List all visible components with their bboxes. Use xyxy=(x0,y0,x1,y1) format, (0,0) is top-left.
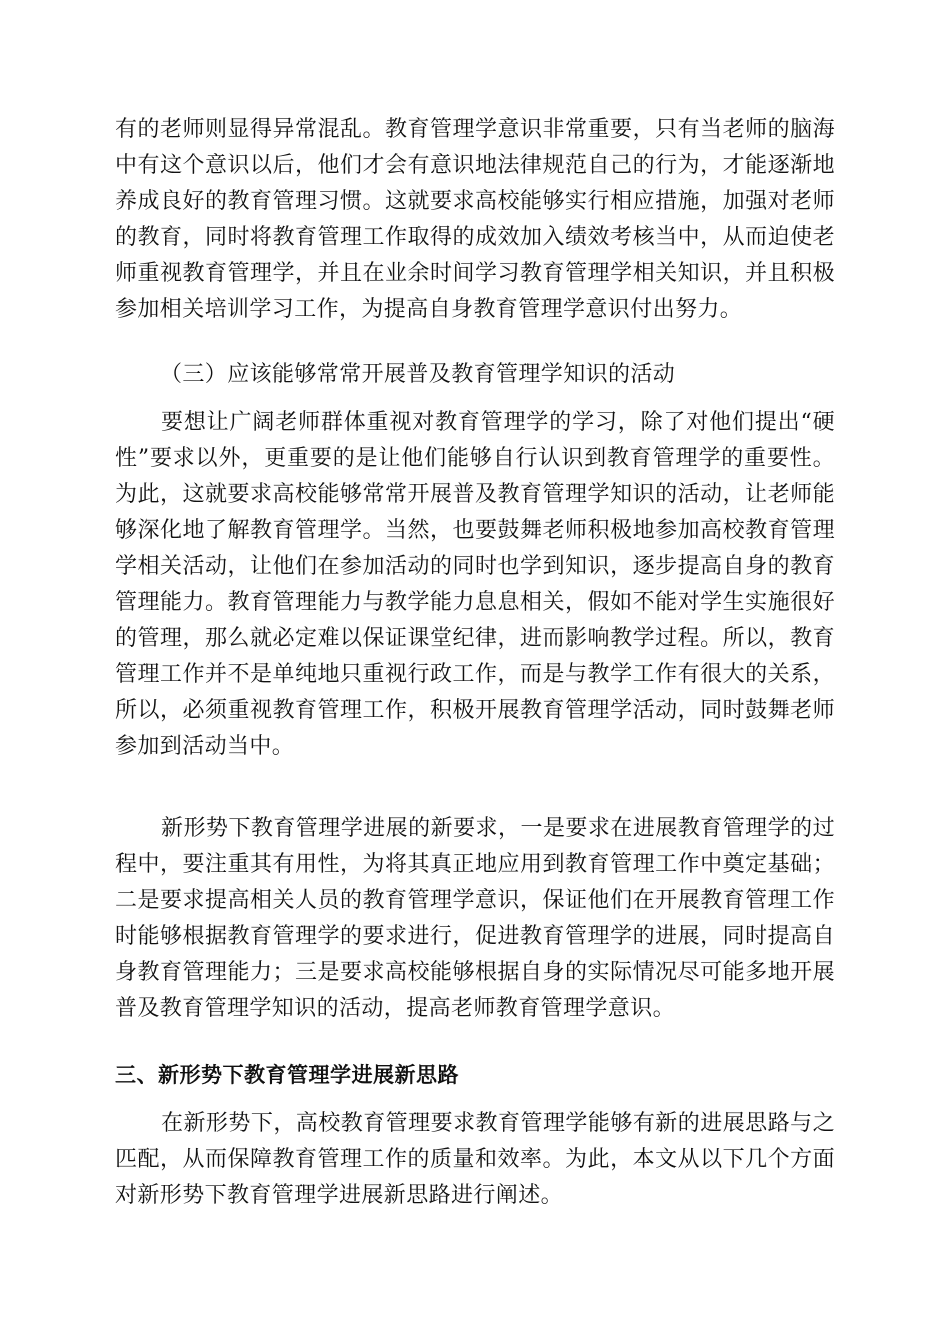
section-heading-3: 三、新形势下教育管理学进展新思路 xyxy=(115,1063,459,1087)
body-paragraph-4: 在新形势下，高校教育管理要求教育管理学能够有新的进展思路与之匹配，从而保障教育管理工作的质量和效率。为此，本文从以下几个方面对新形势下教育管理学进展新思路进行阐述。 xyxy=(115,1111,835,1208)
subheading-3: （三）应该能够常常开展普及教育管理学知识的活动 xyxy=(160,362,676,387)
body-paragraph-2: 要想让广阔老师群体重视对教育管理学的学习，除了对他们提出“硬性”要求以外，更重要的是让他们能够自行认识到教育管理学的重要性。为此，这就要求高校能够常常开展普及教育管理学知识的活动，让老师能够深化地了解教育管理学。当然，也要鼓舞老师积极地参加高校教育管理学相关活动，让他们在参加活动的同时也学到知识，逐步提高自身的教育管理能力。教育管理能力与教学能力息息相关，假如不能对学生实施很好的管理，那么就必定难以保证课堂纪律，进而影响教学过程。所以，教育管理工作并不是单纯地只重视行政工作，而是与教学工作有很大的关系，所以，必须重视教育管理工作，积极开展教育管理学活动，同时鼓舞老师参加到活动当中。 xyxy=(115,410,835,759)
body-paragraph-3: 新形势下教育管理学进展的新要求，一是要求在进展教育管理学的过程中，要注重其有用性，为将其真正地应用到教育管理工作中奠定基础；二是要求提高相关人员的教育管理学意识，保证他们在开展教育管理工作时能够根据教育管理学的要求进行，促进教育管理学的进展，同时提高自身教育管理能力；三是要求高校能够根据自身的实际情况尽可能多地开展普及教育管理学知识的活动，提高老师教育管理学意识。 xyxy=(115,816,835,1021)
body-paragraph-1: 有的老师则显得异常混乱。教育管理学意识非常重要，只有当老师的脑海中有这个意识以后，他们才会有意识地法律规范自己的行为，才能逐渐地养成良好的教育管理习惯。这就要求高校能够实行相应措施，加强对老师的教育，同时将教育管理工作取得的成效加入绩效考核当中，从而迫使老师重视教育管理学，并且在业余时间学习教育管理学相关知识，并且积极参加相关培训学习工作，为提高自身教育管理学意识付出努力。 xyxy=(115,117,835,322)
